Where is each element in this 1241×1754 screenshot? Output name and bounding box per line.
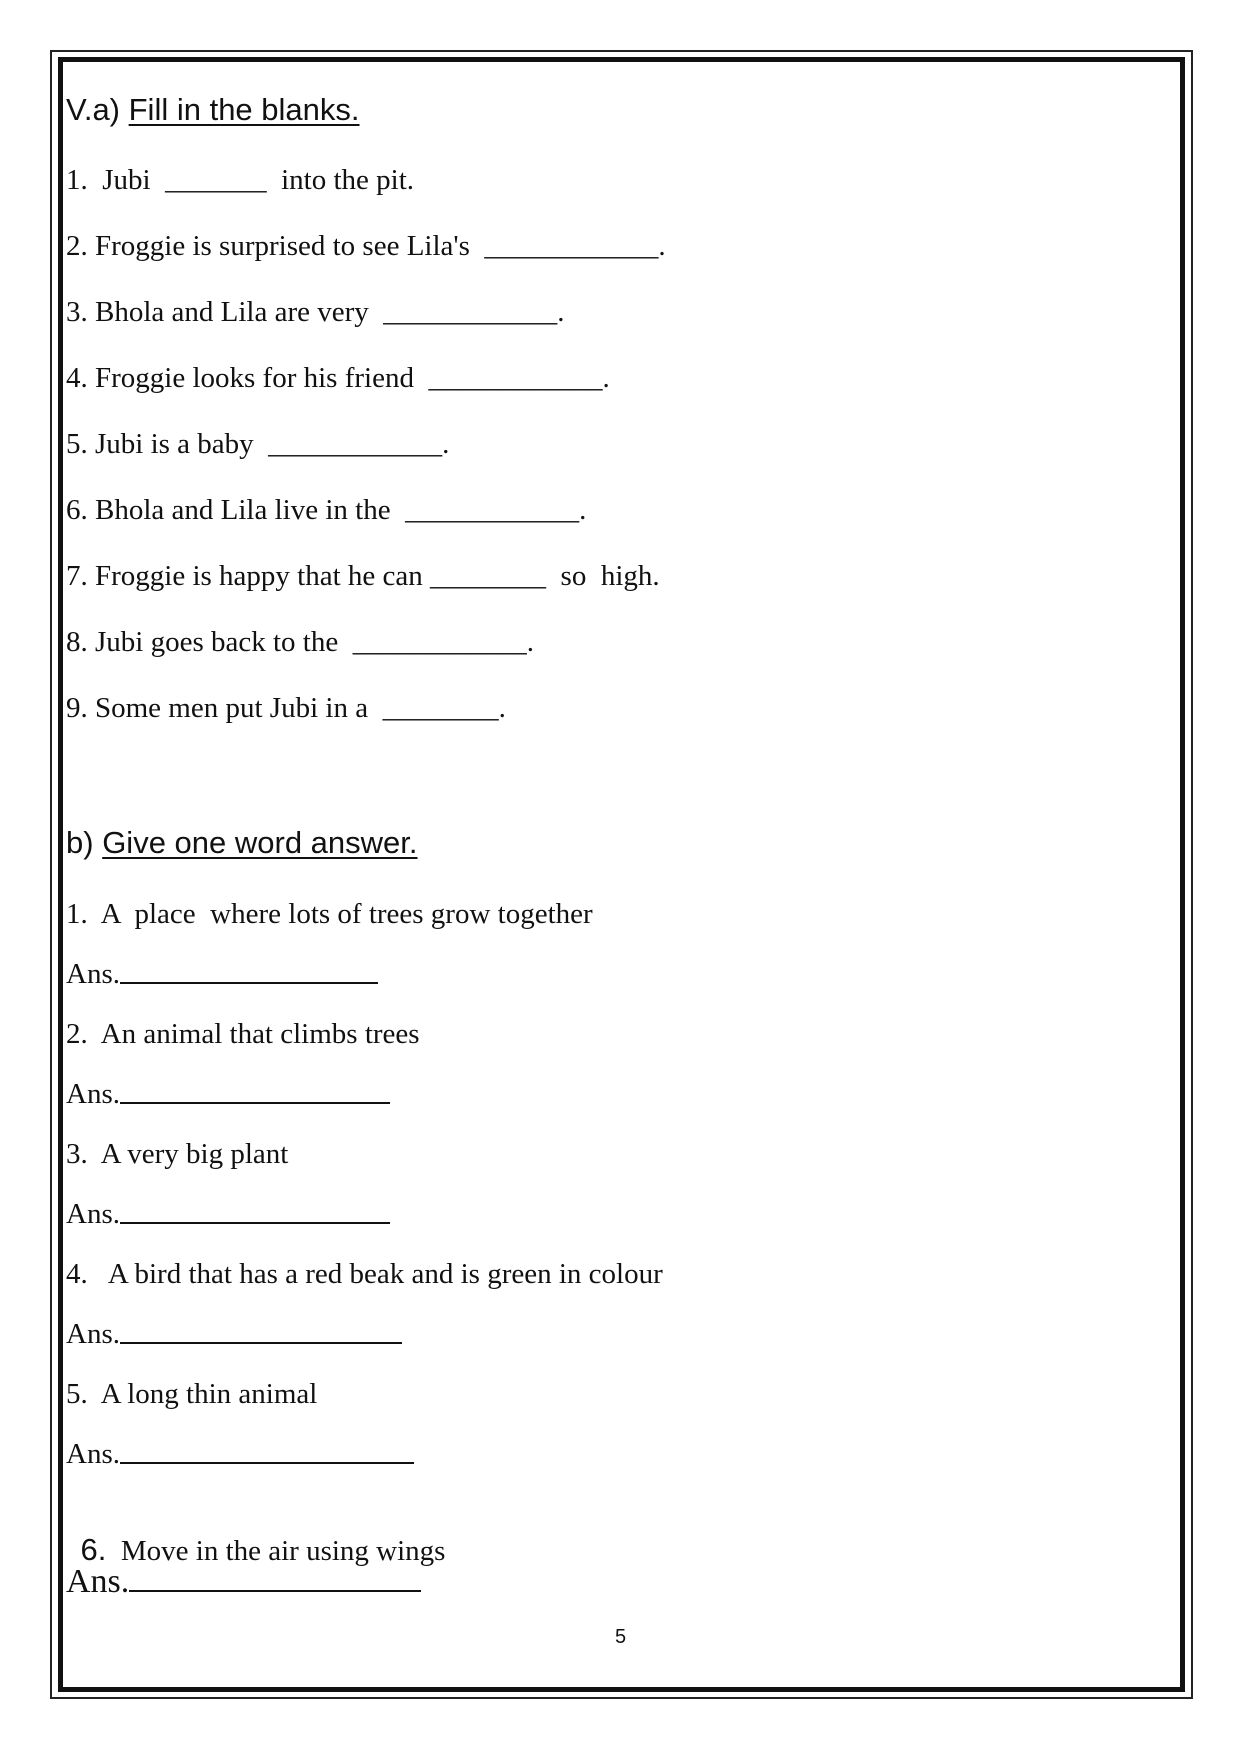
answer-label: Ans. xyxy=(66,1438,120,1470)
fill-blank-item: 6. Bhola and Lila live in the ____________. xyxy=(66,494,587,526)
fill-blank-item: 5. Jubi is a baby ____________. xyxy=(66,428,450,460)
answer-blank xyxy=(120,1221,390,1224)
section-a-title: Fill in the blanks. xyxy=(128,92,360,127)
answer-label: Ans. xyxy=(66,1078,120,1110)
section-b-title: Give one word answer. xyxy=(102,825,418,860)
section-a-prefix: V.a) xyxy=(66,92,129,127)
one-word-question: 1. A place where lots of trees grow together xyxy=(66,898,593,930)
answer-line xyxy=(66,958,378,991)
one-word-question: 5. A long thin animal xyxy=(66,1378,318,1410)
answer-line xyxy=(66,1563,421,1601)
question-number: 6. xyxy=(80,1532,107,1567)
question-text: Move in the air using wings xyxy=(106,1535,446,1567)
one-word-question: 3. A very big plant xyxy=(66,1138,289,1170)
answer-label: Ans. xyxy=(66,1563,130,1600)
fill-blank-item: 7. Froggie is happy that he can ________ so high. xyxy=(66,560,660,592)
section-b-heading xyxy=(66,825,418,861)
fill-blank-item: 8. Jubi goes back to the ____________. xyxy=(66,626,534,658)
fill-blank-item: 9. Some men put Jubi in a ________. xyxy=(66,692,506,724)
one-word-question: 2. An animal that climbs trees xyxy=(66,1018,420,1050)
page-number: 5 xyxy=(614,1626,627,1648)
answer-line xyxy=(66,1198,390,1231)
answer-blank xyxy=(120,1101,390,1104)
answer-line xyxy=(66,1438,414,1471)
fill-blank-item: 4. Froggie looks for his friend ____________. xyxy=(66,362,610,394)
answer-blank xyxy=(129,1589,421,1592)
answer-label: Ans. xyxy=(66,958,120,990)
fill-blank-item: 1. Jubi _______ into the pit. xyxy=(66,164,414,196)
answer-blank xyxy=(120,1461,414,1464)
answer-blank xyxy=(120,1341,402,1344)
answer-label: Ans. xyxy=(66,1318,120,1350)
one-word-question: 4. A bird that has a red beak and is green in colour xyxy=(66,1258,663,1290)
fill-blank-item: 3. Bhola and Lila are very ____________. xyxy=(66,296,565,328)
one-word-question xyxy=(66,1499,445,1568)
section-b-prefix: b) xyxy=(66,825,103,860)
answer-line xyxy=(66,1078,390,1111)
section-a-heading xyxy=(66,92,360,128)
answer-blank xyxy=(120,981,378,984)
fill-blank-item: 2. Froggie is surprised to see Lila's ____________. xyxy=(66,230,666,262)
answer-line xyxy=(66,1318,402,1351)
answer-label: Ans. xyxy=(66,1198,120,1230)
